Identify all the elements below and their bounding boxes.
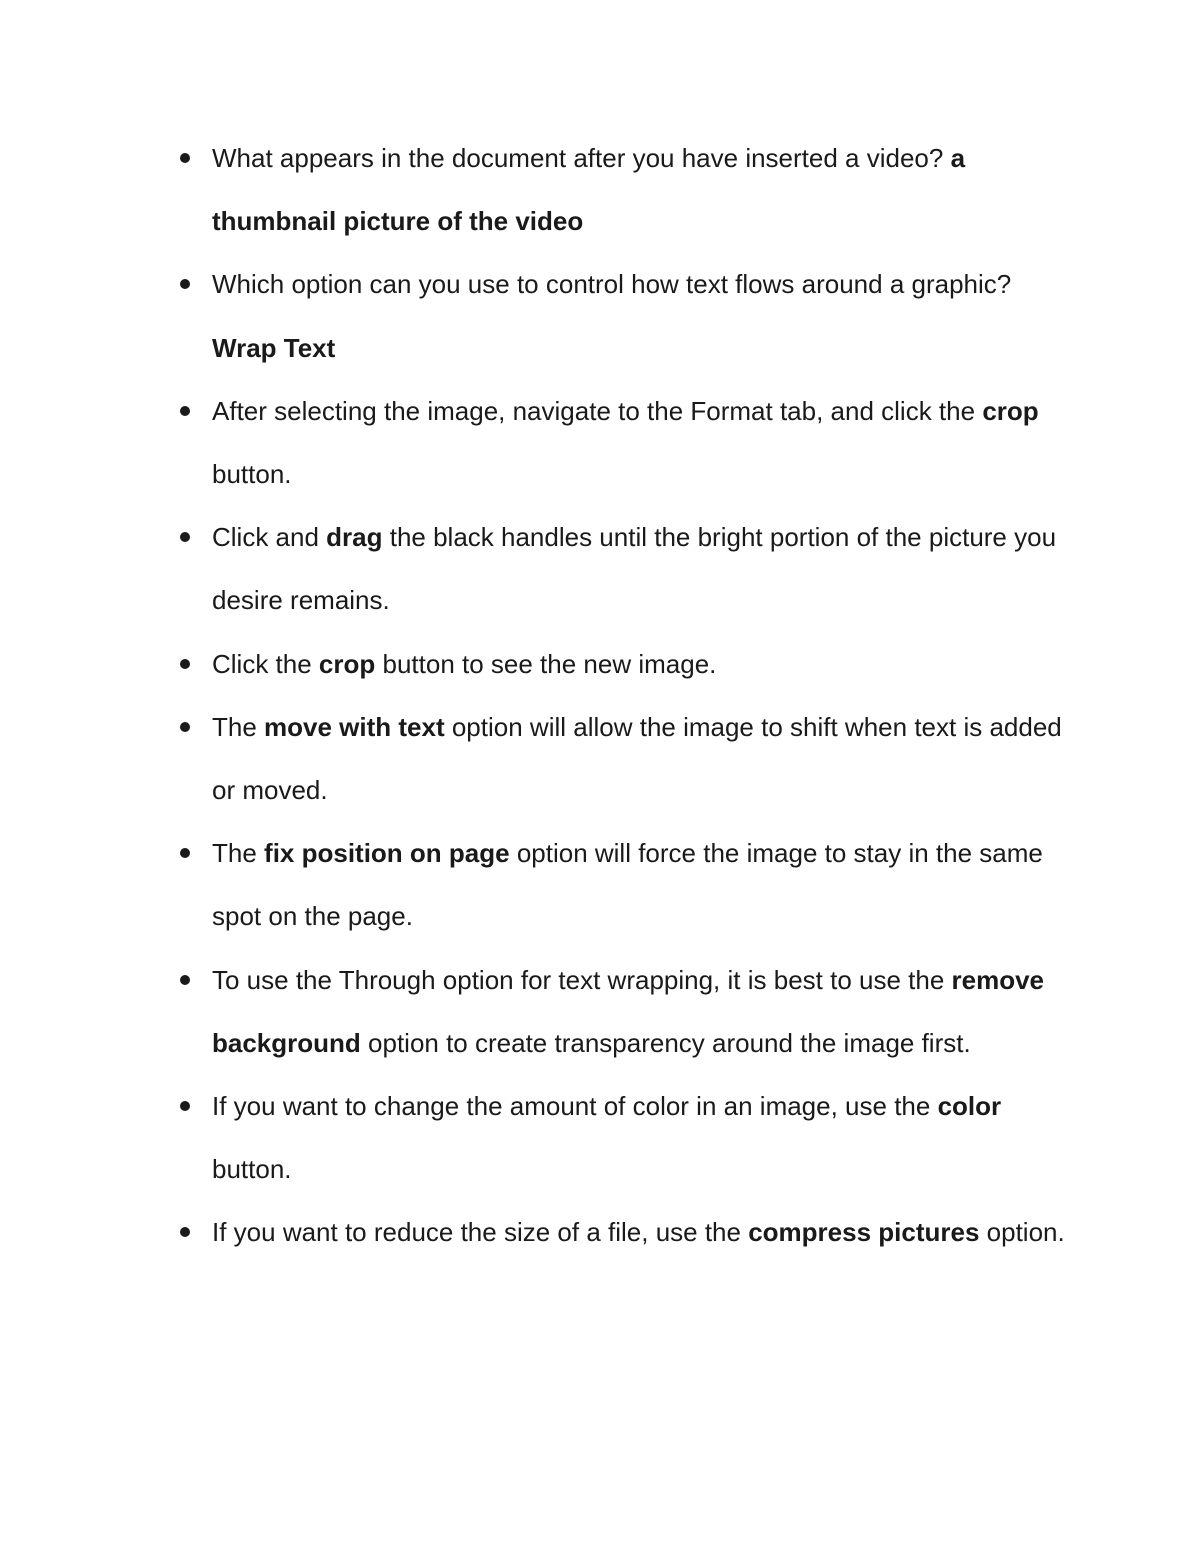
list-item [212, 253, 1072, 379]
bullet-icon [180, 279, 190, 289]
list-item [212, 949, 1072, 1075]
bold-text: move with text [264, 711, 445, 742]
list-item [212, 380, 1072, 506]
bullet-icon [180, 532, 190, 542]
bullet-icon [180, 153, 190, 163]
list-item-text: button to see the new image. [375, 648, 717, 679]
bold-text: color [937, 1091, 1002, 1122]
bold-text: a thumbnail picture of the video [212, 143, 966, 237]
list-item-text: Which option can you use to control how text flows around a graphic? [212, 269, 1012, 300]
bullet-icon [180, 722, 190, 732]
list-item [212, 1201, 1072, 1264]
list-item-text: To use the Through option for text wrapping, it is best to use the [212, 964, 952, 995]
list-item-text: option will force the image to stay in the same spot on the page. [212, 838, 1043, 932]
bold-text: drag [326, 522, 383, 553]
list-item-text: option. [979, 1217, 1065, 1248]
bold-text: fix position on page [264, 838, 510, 869]
list-item-text: Click and [212, 522, 327, 553]
list-item-text: option will allow the image to shift when text is added or moved. [212, 711, 1062, 806]
list-item-text: the black handles until the bright portion of the picture you desire remains. [212, 522, 1057, 616]
list-item-text: After selecting the image, navigate to the Format tab, and click the [212, 395, 983, 426]
bullet-icon [180, 659, 190, 669]
bullet-icon [180, 975, 190, 985]
bullet-icon [180, 1101, 190, 1111]
bold-text: Wrap Text [212, 332, 336, 363]
list-item [212, 127, 1072, 253]
list-item-text: button. [212, 1154, 292, 1185]
bold-text: crop [982, 395, 1039, 426]
list-item-text: The [212, 711, 265, 742]
bullet-icon [180, 848, 190, 858]
list-item [212, 822, 1072, 948]
bullet-icon [180, 406, 190, 416]
bold-text: crop [318, 648, 376, 679]
list-item [212, 696, 1072, 822]
bold-text: compress pictures [748, 1217, 980, 1248]
list-item-text: If you want to reduce the size of a file, use the [212, 1217, 749, 1248]
bold-text: remove background [212, 964, 1045, 1058]
list-item [212, 1075, 1072, 1201]
list-item-text: option to create transparency around the image first. [360, 1027, 971, 1058]
bullet-list [212, 127, 1072, 1265]
list-item-text: If you want to change the amount of color in an image, use the [212, 1091, 938, 1122]
list-item-text: What appears in the document after you have inserted a video? [212, 143, 951, 173]
list-item [212, 506, 1072, 632]
list-item-text: button. [212, 459, 292, 490]
bullet-icon [180, 1227, 190, 1237]
list-item [212, 633, 1072, 696]
list-item-text: Click the [212, 648, 319, 679]
list-item-text: The [212, 838, 265, 869]
